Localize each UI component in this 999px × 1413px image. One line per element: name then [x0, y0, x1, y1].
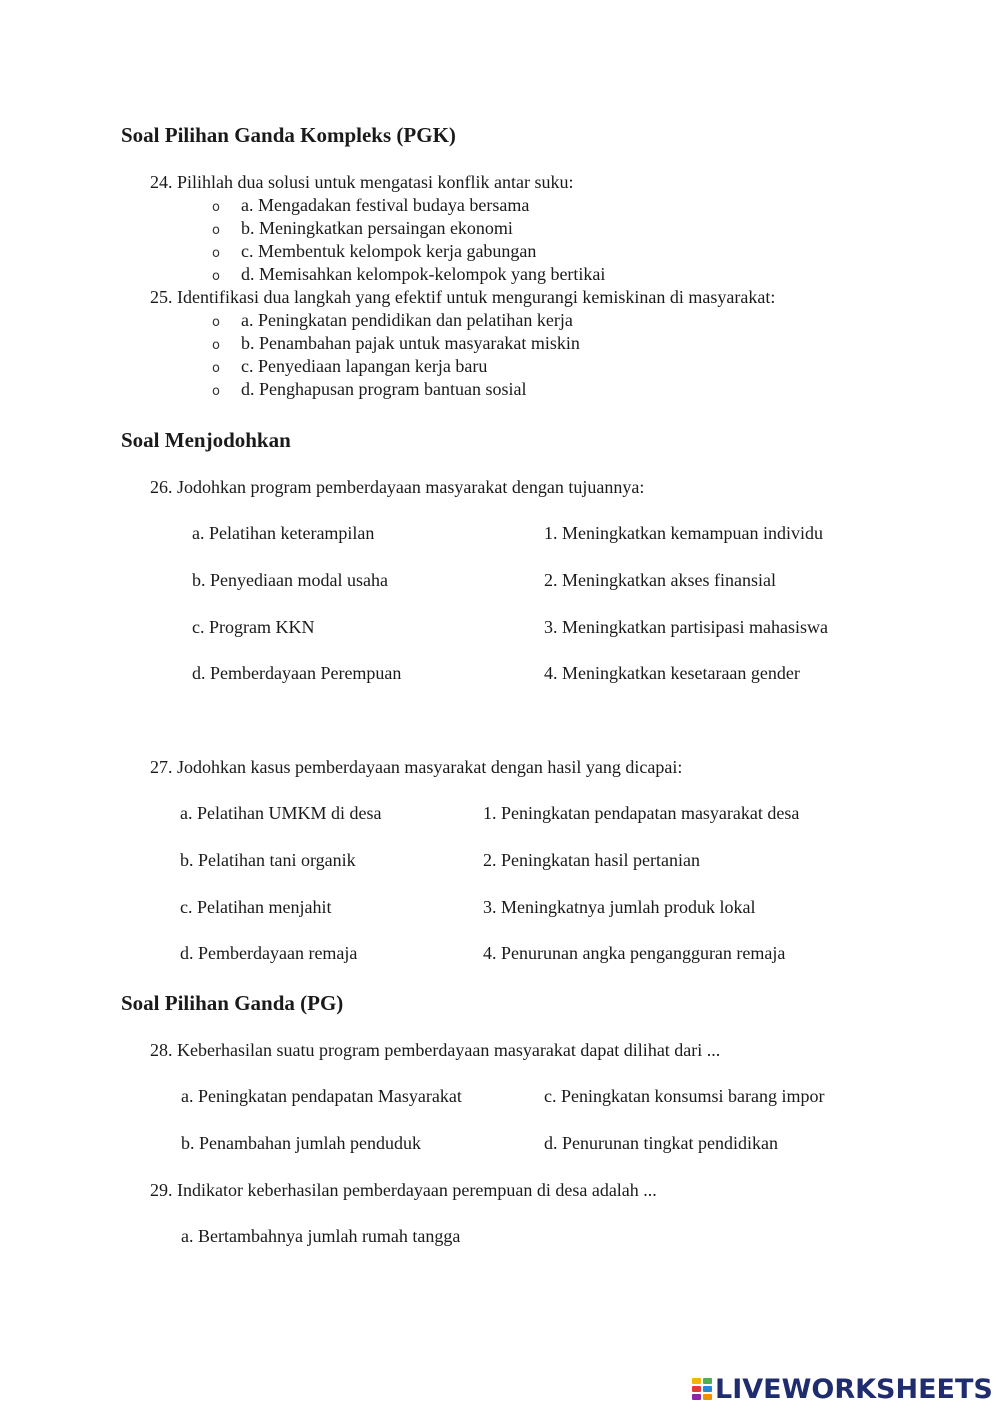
q27-right-4: 4. Penurunan angka pengangguran remaja — [483, 943, 786, 963]
logo-text: LIVEWORKSHEETS — [715, 1373, 993, 1405]
bullet-icon: o — [212, 384, 220, 399]
bullet-icon: o — [212, 315, 220, 330]
logo-block-icon — [692, 1394, 701, 1400]
q24-option-c: c. Membentuk kelompok kerja gabungan — [241, 241, 537, 261]
question-24: 24. Pilihlah dua solusi untuk mengatasi konflik antar suku: — [150, 172, 574, 192]
section-title-pgk: Soal Pilihan Ganda Kompleks (PGK) — [121, 123, 456, 147]
bullet-icon: o — [212, 246, 220, 261]
q26-left-a: a. Pelatihan keterampilan — [192, 523, 375, 543]
q28-option-d: d. Penurunan tingkat pendidikan — [544, 1133, 778, 1153]
q26-left-c: c. Program KKN — [192, 617, 315, 637]
liveworksheets-logo[interactable] — [692, 1372, 993, 1406]
question-28: 28. Keberhasilan suatu program pemberdayaan masyarakat dapat dilihat dari ... — [150, 1040, 721, 1060]
logo-block-icon — [703, 1386, 712, 1392]
question-29: 29. Indikator keberhasilan pemberdayaan perempuan di desa adalah ... — [150, 1180, 657, 1200]
q28-option-a: a. Peningkatan pendapatan Masyarakat — [181, 1086, 462, 1106]
q25-option-b: b. Penambahan pajak untuk masyarakat miskin — [241, 333, 580, 353]
logo-block-icon — [703, 1378, 712, 1384]
q26-right-2: 2. Meningkatkan akses finansial — [544, 570, 776, 590]
q27-right-2: 2. Peningkatan hasil pertanian — [483, 850, 700, 870]
q26-right-1: 1. Meningkatkan kemampuan individu — [544, 523, 823, 543]
q27-right-1: 1. Peningkatan pendapatan masyarakat desa — [483, 803, 800, 823]
bullet-icon: o — [212, 338, 220, 353]
q25-option-a: a. Peningkatan pendidikan dan pelatihan kerja — [241, 310, 573, 330]
bullet-icon: o — [212, 200, 220, 215]
logo-block-icon — [703, 1394, 712, 1400]
logo-block-icon — [692, 1378, 701, 1384]
question-26: 26. Jodohkan program pemberdayaan masyarakat dengan tujuannya: — [150, 477, 645, 497]
q28-option-c: c. Peningkatan konsumsi barang impor — [544, 1086, 825, 1106]
bullet-icon: o — [212, 361, 220, 376]
q26-left-d: d. Pemberdayaan Perempuan — [192, 663, 402, 683]
q29-option-a: a. Bertambahnya jumlah rumah tangga — [181, 1226, 461, 1246]
q26-left-b: b. Penyediaan modal usaha — [192, 570, 388, 590]
q28-option-b: b. Penambahan jumlah penduduk — [181, 1133, 421, 1153]
q27-left-d: d. Pemberdayaan remaja — [180, 943, 358, 963]
question-27: 27. Jodohkan kasus pemberdayaan masyarakat dengan hasil yang dicapai: — [150, 757, 683, 777]
logo-mark-icon — [692, 1378, 712, 1400]
q26-right-3: 3. Meningkatkan partisipasi mahasiswa — [544, 617, 828, 637]
q24-option-a: a. Mengadakan festival budaya bersama — [241, 195, 530, 215]
question-25: 25. Identifikasi dua langkah yang efektif untuk mengurangi kemiskinan di masyarakat: — [150, 287, 776, 307]
logo-block-icon — [692, 1386, 701, 1392]
q24-option-b: b. Meningkatkan persaingan ekonomi — [241, 218, 513, 238]
bullet-icon: o — [212, 269, 220, 284]
section-title-pg: Soal Pilihan Ganda (PG) — [121, 991, 344, 1015]
section-title-menjodohkan: Soal Menjodohkan — [121, 428, 291, 452]
q24-option-d: d. Memisahkan kelompok-kelompok yang bertikai — [241, 264, 606, 284]
q27-left-a: a. Pelatihan UMKM di desa — [180, 803, 382, 823]
q26-right-4: 4. Meningkatkan kesetaraan gender — [544, 663, 800, 683]
q27-left-b: b. Pelatihan tani organik — [180, 850, 356, 870]
q25-option-d: d. Penghapusan program bantuan sosial — [241, 379, 527, 399]
q25-option-c: c. Penyediaan lapangan kerja baru — [241, 356, 488, 376]
bullet-icon: o — [212, 223, 220, 238]
q27-right-3: 3. Meningkatnya jumlah produk lokal — [483, 897, 756, 917]
q27-left-c: c. Pelatihan menjahit — [180, 897, 332, 917]
